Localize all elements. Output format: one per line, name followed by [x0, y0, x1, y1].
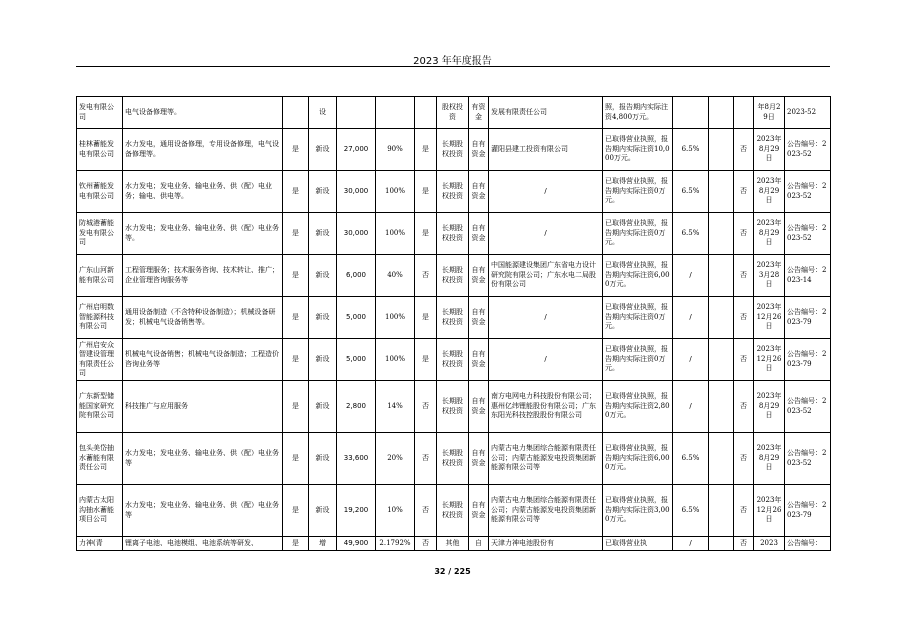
- cell-method: 新设: [309, 255, 337, 297]
- cell-date: 2023: [754, 537, 785, 551]
- cell-ratio: 14%: [376, 381, 415, 433]
- cell-scope: 水力发电；发电业务、输电业务、供（配）电业务；输电、供电等。: [123, 171, 283, 213]
- cell-flag2: 是: [415, 129, 437, 171]
- cell-litigation: 否: [734, 255, 754, 297]
- cell-expected: 6.5%: [673, 129, 709, 171]
- cell-amount: 19,200: [337, 485, 376, 537]
- cell-expected: /: [673, 381, 709, 433]
- cell-date: 2023年3月28日: [754, 255, 785, 297]
- cell-name: 广东新型储能国家研究院有限公司: [77, 381, 123, 433]
- table-row: [77, 255, 831, 297]
- cell-invest-type: 长期股权投资: [437, 339, 469, 381]
- cell-partner: /: [489, 171, 603, 213]
- cell-scope: 通用设备制造（不含特种设备制造）；机械设备研发；机械电气设备销售等。: [123, 297, 283, 339]
- cell-progress: 已取得营业执照，报告期内实际注资0万元。: [603, 171, 673, 213]
- cell-expected: 6.5%: [673, 433, 709, 485]
- cell-flag2: [415, 97, 437, 129]
- cell-invest-type: 长期股权投资: [437, 381, 469, 433]
- cell-flag1: 是: [283, 339, 309, 381]
- cell-expected: [673, 97, 709, 129]
- cell-name: 广州启安众智建设管理有限责任公司: [77, 339, 123, 381]
- cell-flag1: 是: [283, 297, 309, 339]
- cell-date: 2023年8月29日: [754, 171, 785, 213]
- cell-fund: 有资金: [469, 97, 489, 129]
- cell-date: 年8月29日: [754, 97, 785, 129]
- cell-fund: 自: [469, 537, 489, 551]
- cell-invest-type: 其他: [437, 537, 469, 551]
- cell-name: 力神(青: [77, 537, 123, 551]
- cell-scope: 科技推广与应用服务: [123, 381, 283, 433]
- cell-progress: 已取得营业执照，报告期内实际注资2,800万元。: [603, 381, 673, 433]
- cell-litigation: 否: [734, 213, 754, 255]
- cell-method: 新设: [309, 433, 337, 485]
- cell-scope: 水力发电，通用设备修理，专用设备修理，电气设备修理等。: [123, 129, 283, 171]
- cell-litigation: 否: [734, 433, 754, 485]
- cell-expected: /: [673, 339, 709, 381]
- cell-progress: 已取得营业执照，报告期内实际注资6,000万元。: [603, 255, 673, 297]
- cell-date: 2023年12月26日: [754, 485, 785, 537]
- table-row: [77, 339, 831, 381]
- cell-fund: 自有资金: [469, 213, 489, 255]
- cell-invest-type: 长期股权投资: [437, 129, 469, 171]
- header-rule: [76, 66, 830, 67]
- cell-method: 设: [309, 97, 337, 129]
- table-row: [77, 97, 831, 129]
- cell-gain: [709, 171, 734, 213]
- cell-fund: 自有资金: [469, 171, 489, 213]
- cell-flag2: 否: [415, 381, 437, 433]
- cell-flag1: 是: [283, 255, 309, 297]
- cell-progress: 照，报告期内实际注资4,800万元。: [603, 97, 673, 129]
- cell-method: 新设: [309, 171, 337, 213]
- cell-gain: [709, 129, 734, 171]
- cell-expected: 6.5%: [673, 171, 709, 213]
- cell-name: 广东山河新能有限公司: [77, 255, 123, 297]
- cell-scope: 水力发电；发电业务、输电业务、供（配）电业务等: [123, 485, 283, 537]
- cell-partner: 中国能源建设集团广东省电力设计研究院有限公司；广东水电二局股份有限公司: [489, 255, 603, 297]
- cell-ratio: [376, 97, 415, 129]
- cell-notice: 公告编号：2023-52: [785, 213, 831, 255]
- cell-name: 桂林蓄能发电有限公司: [77, 129, 123, 171]
- cell-litigation: 否: [734, 485, 754, 537]
- cell-method: 增: [309, 537, 337, 551]
- cell-partner: 天津力神电池股份有: [489, 537, 603, 551]
- cell-partner: /: [489, 339, 603, 381]
- cell-expected: 6.5%: [673, 485, 709, 537]
- cell-notice: 2023-52: [785, 97, 831, 129]
- cell-name: 防城港蓄能发电有限公司: [77, 213, 123, 255]
- page-number: 32 / 225: [434, 567, 471, 576]
- cell-expected: /: [673, 297, 709, 339]
- cell-invest-type: 长期股权投资: [437, 213, 469, 255]
- cell-amount: 5,000: [337, 339, 376, 381]
- cell-ratio: 40%: [376, 255, 415, 297]
- table-row: [77, 537, 831, 551]
- cell-scope: 电气设备修理等。: [123, 97, 283, 129]
- cell-litigation: 否: [734, 537, 754, 551]
- cell-progress: 已取得营业执照，报告期内实际注资0万元。: [603, 213, 673, 255]
- cell-name: 发电有限公司: [77, 97, 123, 129]
- cell-flag2: 否: [415, 255, 437, 297]
- investment-table: [76, 96, 831, 551]
- cell-progress: 已取得营业执: [603, 537, 673, 551]
- cell-fund: 自有资金: [469, 485, 489, 537]
- cell-progress: 已取得营业执照，报告期内实际注资6,000万元。: [603, 433, 673, 485]
- table-row: [77, 485, 831, 537]
- cell-name: 广州启明数智能源科技有限公司: [77, 297, 123, 339]
- cell-invest-type: 长期股权投资: [437, 485, 469, 537]
- cell-expected: 6.5%: [673, 213, 709, 255]
- cell-flag1: [283, 97, 309, 129]
- cell-flag1: 是: [283, 537, 309, 551]
- report-title: 2023 年年度报告: [413, 56, 492, 67]
- cell-progress: 已取得营业执照，报告期内实际注资10,000万元。: [603, 129, 673, 171]
- cell-fund: 自有资金: [469, 381, 489, 433]
- cell-flag2: 是: [415, 171, 437, 213]
- cell-method: 新设: [309, 485, 337, 537]
- cell-name: 包头美岱抽水蓄能有限责任公司: [77, 433, 123, 485]
- cell-amount: 27,000: [337, 129, 376, 171]
- cell-flag1: 是: [283, 213, 309, 255]
- cell-method: 新设: [309, 381, 337, 433]
- cell-gain: [709, 485, 734, 537]
- cell-notice: 公告编号：2023-79: [785, 339, 831, 381]
- cell-flag2: 是: [415, 339, 437, 381]
- cell-gain: [709, 255, 734, 297]
- cell-date: 2023年12月26日: [754, 339, 785, 381]
- cell-partner: /: [489, 297, 603, 339]
- cell-flag2: 是: [415, 213, 437, 255]
- cell-date: 2023年12月26日: [754, 297, 785, 339]
- cell-gain: [709, 433, 734, 485]
- cell-partner: 内蒙古电力集团综合能源有限责任公司；内蒙古能源发电投资集团新能源有限公司等: [489, 485, 603, 537]
- cell-invest-type: 长期股权投资: [437, 433, 469, 485]
- cell-litigation: 否: [734, 171, 754, 213]
- cell-notice: 公告编号：2023-52: [785, 171, 831, 213]
- cell-ratio: 10%: [376, 485, 415, 537]
- cell-method: 新设: [309, 339, 337, 381]
- cell-ratio: 20%: [376, 433, 415, 485]
- cell-amount: 33,600: [337, 433, 376, 485]
- cell-flag2: 否: [415, 537, 437, 551]
- cell-date: 2023年8月29日: [754, 213, 785, 255]
- cell-fund: 自有资金: [469, 129, 489, 171]
- cell-scope: 水力发电；发电业务、输电业务、供（配）电业务等: [123, 433, 283, 485]
- table-row: [77, 381, 831, 433]
- cell-name: 钦州蓄能发电有限公司: [77, 171, 123, 213]
- cell-amount: [337, 97, 376, 129]
- cell-fund: 自有资金: [469, 255, 489, 297]
- cell-scope: 水力发电；发电业务、输电业务、供（配）电业务等。: [123, 213, 283, 255]
- cell-amount: 49,900: [337, 537, 376, 551]
- cell-fund: 自有资金: [469, 339, 489, 381]
- cell-partner: 发展有限责任公司: [489, 97, 603, 129]
- cell-partner: /: [489, 213, 603, 255]
- table-row: [77, 171, 831, 213]
- cell-notice: 公告编号：: [785, 537, 831, 551]
- cell-name: 内蒙古太阳沟抽水蓄能项目公司: [77, 485, 123, 537]
- cell-method: 新设: [309, 129, 337, 171]
- cell-notice: 公告编号：2023-14: [785, 255, 831, 297]
- cell-ratio: 2.1792%: [376, 537, 415, 551]
- cell-notice: 公告编号：2023-79: [785, 485, 831, 537]
- cell-progress: 已取得营业执照，报告期内实际注资3,000万元。: [603, 485, 673, 537]
- cell-invest-type: 长期股权投资: [437, 297, 469, 339]
- cell-litigation: 否: [734, 129, 754, 171]
- cell-progress: 已取得营业执照，报告期内实际注资0万元。: [603, 297, 673, 339]
- cell-litigation: 否: [734, 339, 754, 381]
- cell-flag1: 是: [283, 381, 309, 433]
- cell-amount: 5,000: [337, 297, 376, 339]
- cell-date: 2023年8月29日: [754, 129, 785, 171]
- cell-gain: [709, 381, 734, 433]
- cell-ratio: 100%: [376, 297, 415, 339]
- cell-invest-type: 股权投资: [437, 97, 469, 129]
- cell-flag1: 是: [283, 129, 309, 171]
- cell-gain: [709, 537, 734, 551]
- cell-partner: 南方电网电力科技股份有限公司；惠州亿纬锂能股份有限公司；广东东阳光科技控股股份有限公司: [489, 381, 603, 433]
- cell-ratio: 90%: [376, 129, 415, 171]
- cell-partner: 内蒙古电力集团综合能源有限责任公司；内蒙古能源发电投资集团新能源有限公司等: [489, 433, 603, 485]
- cell-expected: /: [673, 537, 709, 551]
- cell-litigation: 否: [734, 381, 754, 433]
- cell-notice: 公告编号：2023-52: [785, 381, 831, 433]
- cell-flag2: 是: [415, 297, 437, 339]
- cell-fund: 自有资金: [469, 297, 489, 339]
- cell-flag2: 否: [415, 433, 437, 485]
- cell-notice: 公告编号：2023-52: [785, 433, 831, 485]
- cell-fund: 自有资金: [469, 433, 489, 485]
- cell-flag1: 是: [283, 171, 309, 213]
- cell-flag1: 是: [283, 433, 309, 485]
- table-row: [77, 213, 831, 255]
- cell-method: 新设: [309, 213, 337, 255]
- cell-amount: 6,000: [337, 255, 376, 297]
- cell-ratio: 100%: [376, 213, 415, 255]
- cell-scope: 机械电气设备销售；机械电气设备制造；工程造价咨询业务等: [123, 339, 283, 381]
- cell-date: 2023年8月29日: [754, 381, 785, 433]
- cell-invest-type: 长期股权投资: [437, 255, 469, 297]
- cell-flag1: 是: [283, 485, 309, 537]
- cell-expected: /: [673, 255, 709, 297]
- cell-invest-type: 长期股权投资: [437, 171, 469, 213]
- cell-ratio: 100%: [376, 339, 415, 381]
- cell-notice: 公告编号：2023-79: [785, 297, 831, 339]
- cell-method: 新设: [309, 297, 337, 339]
- table-row: [77, 297, 831, 339]
- table-row: [77, 433, 831, 485]
- cell-amount: 30,000: [337, 171, 376, 213]
- cell-scope: 工程管理服务；技术服务咨询、技术转让、推广；企业管理咨询服务等: [123, 255, 283, 297]
- cell-gain: [709, 297, 734, 339]
- table-row: [77, 129, 831, 171]
- cell-litigation: 否: [734, 297, 754, 339]
- cell-litigation: [734, 97, 754, 129]
- cell-amount: 30,000: [337, 213, 376, 255]
- cell-date: 2023年8月29日: [754, 433, 785, 485]
- cell-notice: 公告编号：2023-52: [785, 129, 831, 171]
- cell-gain: [709, 213, 734, 255]
- cell-gain: [709, 97, 734, 129]
- cell-amount: 2,800: [337, 381, 376, 433]
- cell-scope: 锂离子电池、电池模组、电池系统等研发、: [123, 537, 283, 551]
- cell-ratio: 100%: [376, 171, 415, 213]
- cell-gain: [709, 339, 734, 381]
- cell-progress: 已取得营业执照，报告期内实际注资0万元。: [603, 339, 673, 381]
- cell-flag2: 否: [415, 485, 437, 537]
- cell-partner: 灌阳县建工投资有限公司: [489, 129, 603, 171]
